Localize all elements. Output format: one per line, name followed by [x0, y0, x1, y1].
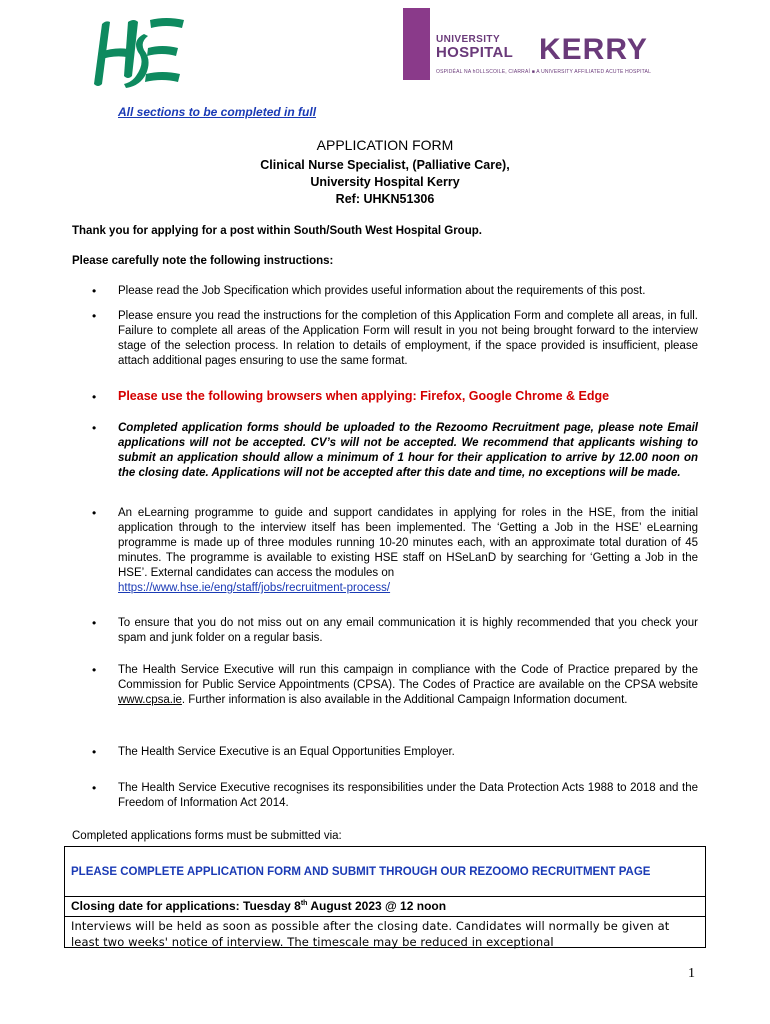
bullet-marker: •: [92, 781, 97, 795]
submit-via-text: Completed applications forms must be submitted via:: [72, 830, 342, 842]
logo-color-bar: [403, 8, 430, 80]
instruction-data-protection: The Health Service Executive recognises its responsibilities under the Data Protection Acts 1988 to 2018 and the Freedom of Information Act 2014.: [118, 782, 698, 809]
rezoomo-instruction: PLEASE COMPLETE APPLICATION FORM AND SUBMIT THROUGH OUR REZOOMO RECRUITMENT PAGE: [65, 847, 705, 897]
page-number: 1: [688, 966, 695, 981]
university-hospital-kerry-logo: [403, 8, 671, 80]
logo-university-text: UNIVERSITY: [436, 34, 501, 45]
interview-info: Interviews will be held as soon as possible after the closing date. Candidates will normally be given at least two weeks' notice of interview. The timescale may be reduced in exceptional: [71, 919, 670, 949]
bullet-marker: •: [92, 745, 97, 759]
cpsa-link[interactable]: www.cpsa.ie: [118, 694, 182, 706]
bullet-marker: •: [92, 663, 97, 677]
closing-date-pre: Closing date for applications: Tuesday 8: [71, 899, 301, 913]
instructions-heading: Please carefully note the following instructions:: [72, 255, 334, 267]
instruction-spam-folder: To ensure that you do not miss out on any email communication it is highly recommended that you check your spam and junk folder on a regular basis.: [118, 617, 698, 644]
bullet-marker: •: [92, 284, 97, 298]
job-title: Clinical Nurse Specialist, (Palliative Care),: [260, 158, 510, 172]
closing-date-sup: th: [300, 900, 308, 907]
bullet-marker: •: [92, 421, 97, 435]
closing-date-post: August 2023 @ 12 noon: [307, 899, 447, 913]
elearning-text: An eLearning programme to guide and support candidates in applying for roles in the HSE, from the initial application through to the interview itself has been implemented. The ‘Getting a Job in the HSE’ eLearning programme is made up of three modules running 10-20 minutes each, with an approximate total duration of 45 minutes. The programme is available to existing HSE staff on HSeLanD by searching for ‘Getting a Job in the HSE’. External candidates can access the modules on: [118, 507, 698, 579]
instruction-elearning: [118, 506, 698, 596]
thank-you-text: Thank you for applying for a post within South/South West Hospital Group.: [72, 225, 482, 237]
cpsa-text-post: . Further information is also available in the Additional Campaign Information document.: [181, 694, 628, 706]
instruction-browsers: Please use the following browsers when applying: Firefox, Google Chrome & Edge: [118, 389, 610, 403]
logo-subline: OSPIDÉAL NA hOLLSCOILE, CIARRAÍ ■ A UNIVERSITY AFFILIATED ACUTE HOSPITAL: [436, 69, 652, 75]
bullet-marker: •: [92, 616, 97, 630]
hse-logo: [88, 14, 188, 90]
recruitment-process-link[interactable]: https://www.hse.ie/eng/staff/jobs/recruitment-process/: [118, 582, 391, 594]
form-title: APPLICATION FORM: [316, 137, 454, 153]
bullet-marker: •: [92, 309, 97, 323]
bullet-marker: •: [92, 390, 97, 404]
logo-kerry-text: KERRY: [539, 33, 648, 66]
bullet-marker: •: [92, 506, 97, 520]
completion-note: All sections to be completed in full: [118, 105, 317, 119]
instruction-complete-form: Please ensure you read the instructions for the completion of this Application Form and complete all areas, in full. Failure to complete all areas of the Application Form will result in you not being brought forward to the interview stage of the selection process. In relation to details of employment, if the space provided is insufficient, please attach additional pages ensuring to use the same format.: [118, 310, 698, 367]
instruction-cpsa: [118, 663, 698, 708]
hospital-name: University Hospital Kerry: [310, 175, 460, 189]
instruction-upload-rezoomo: Completed application forms should be uploaded to the Rezoomo Recruitment page, please note Email applications will not be accepted. CV’s will not be accepted. We recommend that applicants wishing to submit an application should allow a minimum of 1 hour for their application to arrive by 12.00 noon on the closing date. Applications will not be accepted after this date and time, no exceptions will be made.: [118, 422, 698, 479]
logo-hospital-text: HOSPITAL: [436, 44, 514, 61]
closing-date: [65, 897, 705, 917]
instruction-job-spec: Please read the Job Specification which provides useful information about the requirements of this post.: [118, 285, 646, 297]
submission-box: [64, 846, 706, 948]
cpsa-text-pre: The Health Service Executive will run this campaign in compliance with the Code of Practice prepared by the Commission for Public Service Appointments (CPSA). The Codes of Practice are available on the CPSA website: [118, 664, 698, 691]
instruction-equal-opportunities: The Health Service Executive is an Equal Opportunities Employer.: [118, 746, 455, 758]
job-reference: Ref: UHKN51306: [335, 192, 435, 206]
